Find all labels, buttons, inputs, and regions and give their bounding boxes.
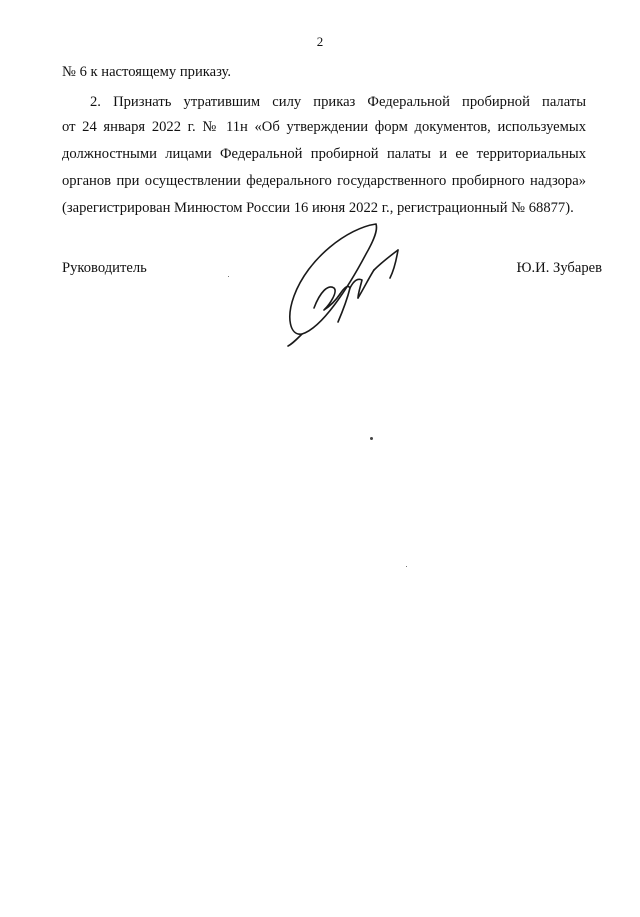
signer-name: Ю.И. Зубарев bbox=[516, 260, 602, 276]
handwritten-signature bbox=[278, 218, 418, 353]
scan-speck bbox=[370, 437, 373, 440]
continuation-line: № 6 к настоящему приказу. bbox=[62, 64, 232, 80]
item-2-line-1: 2. Признать утратившим силу приказ Федеральной пробирной палаты bbox=[90, 94, 586, 110]
item-2-line-2: от 24 января 2022 г. № 11н «Об утверждении форм документов, используемых bbox=[62, 119, 586, 135]
scan-speck bbox=[228, 276, 229, 277]
item-2-line-5: (зарегистрирован Минюстом России 16 июня 2022 г., регистрационный № 68877). bbox=[62, 200, 574, 216]
item-2-line-4: органов при осуществлении федерального государственного пробирного надзора» bbox=[62, 173, 586, 189]
item-2-line-3: должностными лицами Федеральной пробирной палаты и ее территориальных bbox=[62, 146, 586, 162]
page-number: 2 bbox=[316, 34, 324, 49]
signer-role: Руководитель bbox=[62, 260, 147, 276]
scan-speck bbox=[406, 566, 407, 567]
